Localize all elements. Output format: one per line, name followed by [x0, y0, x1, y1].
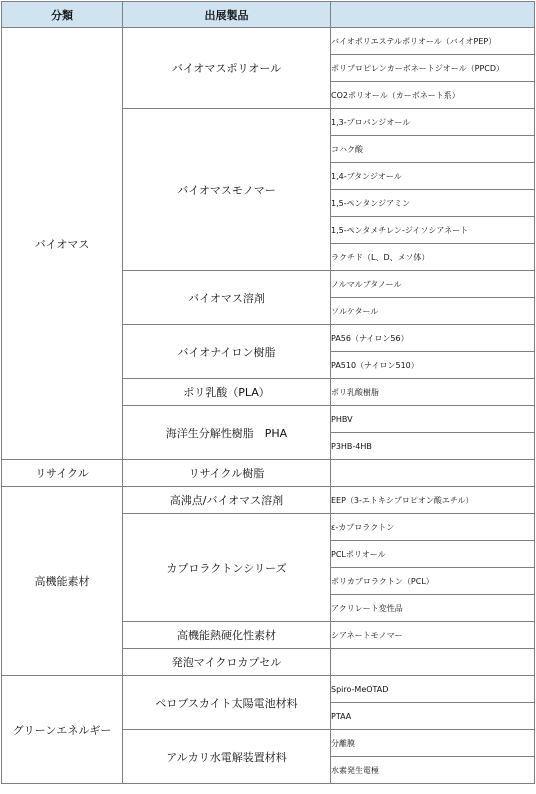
detail-cell: ε-カプロラクトン — [331, 514, 535, 541]
detail-cell: バイオポリエステルポリオール（バイオPEP） — [331, 28, 535, 55]
detail-cell: Spiro-MeOTAD — [331, 676, 535, 703]
category-cell: バイオマス — [2, 28, 123, 460]
detail-cell: 1,4-ブタンジオール — [331, 163, 535, 190]
detail-cell: 水素発生電極 — [331, 757, 535, 784]
detail-cell: 1,5-ペンタメチレン-ジイソシアネート — [331, 217, 535, 244]
detail-cell: ポリカプロラクトン（PCL） — [331, 568, 535, 595]
table-row — [2, 487, 535, 514]
detail-cell: ラクチド（L、D、メソ体） — [331, 244, 535, 271]
product-cell: バイオナイロン樹脂 — [123, 325, 331, 379]
category-cell: 高機能素材 — [2, 487, 123, 676]
product-cell: バイオマス溶剤 — [123, 271, 331, 325]
detail-cell: EEP（3-エトキシプロピオン酸エチル） — [331, 487, 535, 514]
detail-cell: CO2ポリオール（カーボネート系） — [331, 82, 535, 109]
product-cell: 海洋生分解性樹脂 PHA — [123, 406, 331, 460]
product-cell: アルカリ水電解装置材料 — [123, 730, 331, 784]
category-cell: リサイクル — [2, 460, 123, 487]
detail-cell — [331, 649, 535, 676]
product-table — [1, 1, 535, 784]
header-detail — [331, 2, 535, 28]
product-cell: ポリ乳酸（PLA） — [123, 379, 331, 406]
product-cell: カプロラクトンシリーズ — [123, 514, 331, 622]
product-cell: ペロブスカイト太陽電池材料 — [123, 676, 331, 730]
product-cell: バイオマスポリオール — [123, 28, 331, 109]
detail-cell: P3HB-4HB — [331, 433, 535, 460]
detail-cell: アクリレート変性品 — [331, 595, 535, 622]
product-cell: バイオマスモノマー — [123, 109, 331, 271]
detail-cell: PHBV — [331, 406, 535, 433]
table-row — [2, 676, 535, 703]
detail-cell: 1,5-ペンタンジアミン — [331, 190, 535, 217]
detail-cell: PA510（ナイロン510） — [331, 352, 535, 379]
product-cell: 発泡マイクロカプセル — [123, 649, 331, 676]
product-cell: 高機能熱硬化性素材 — [123, 622, 331, 649]
table-row — [2, 460, 535, 487]
detail-cell: PTAA — [331, 703, 535, 730]
product-cell: 高沸点/バイオマス溶剤 — [123, 487, 331, 514]
table-header-row — [2, 2, 535, 28]
detail-cell: ポリ乳酸樹脂 — [331, 379, 535, 406]
product-cell: リサイクル樹脂 — [123, 460, 331, 487]
detail-cell: 分離膜 — [331, 730, 535, 757]
header-product: 出展製品 — [123, 2, 331, 28]
category-cell: グリーンエネルギー — [2, 676, 123, 784]
header-category: 分類 — [2, 2, 123, 28]
detail-cell: シアネートモノマー — [331, 622, 535, 649]
detail-cell: ポリプロピレンカーボネートジオール（PPCD） — [331, 55, 535, 82]
detail-cell: ソルケタール — [331, 298, 535, 325]
detail-cell: PA56（ナイロン56） — [331, 325, 535, 352]
detail-cell — [331, 460, 535, 487]
table-row — [2, 28, 535, 55]
detail-cell: 1,3-プロパンジオール — [331, 109, 535, 136]
detail-cell: コハク酸 — [331, 136, 535, 163]
detail-cell: PCLポリオール — [331, 541, 535, 568]
detail-cell: ノルマルブタノール — [331, 271, 535, 298]
